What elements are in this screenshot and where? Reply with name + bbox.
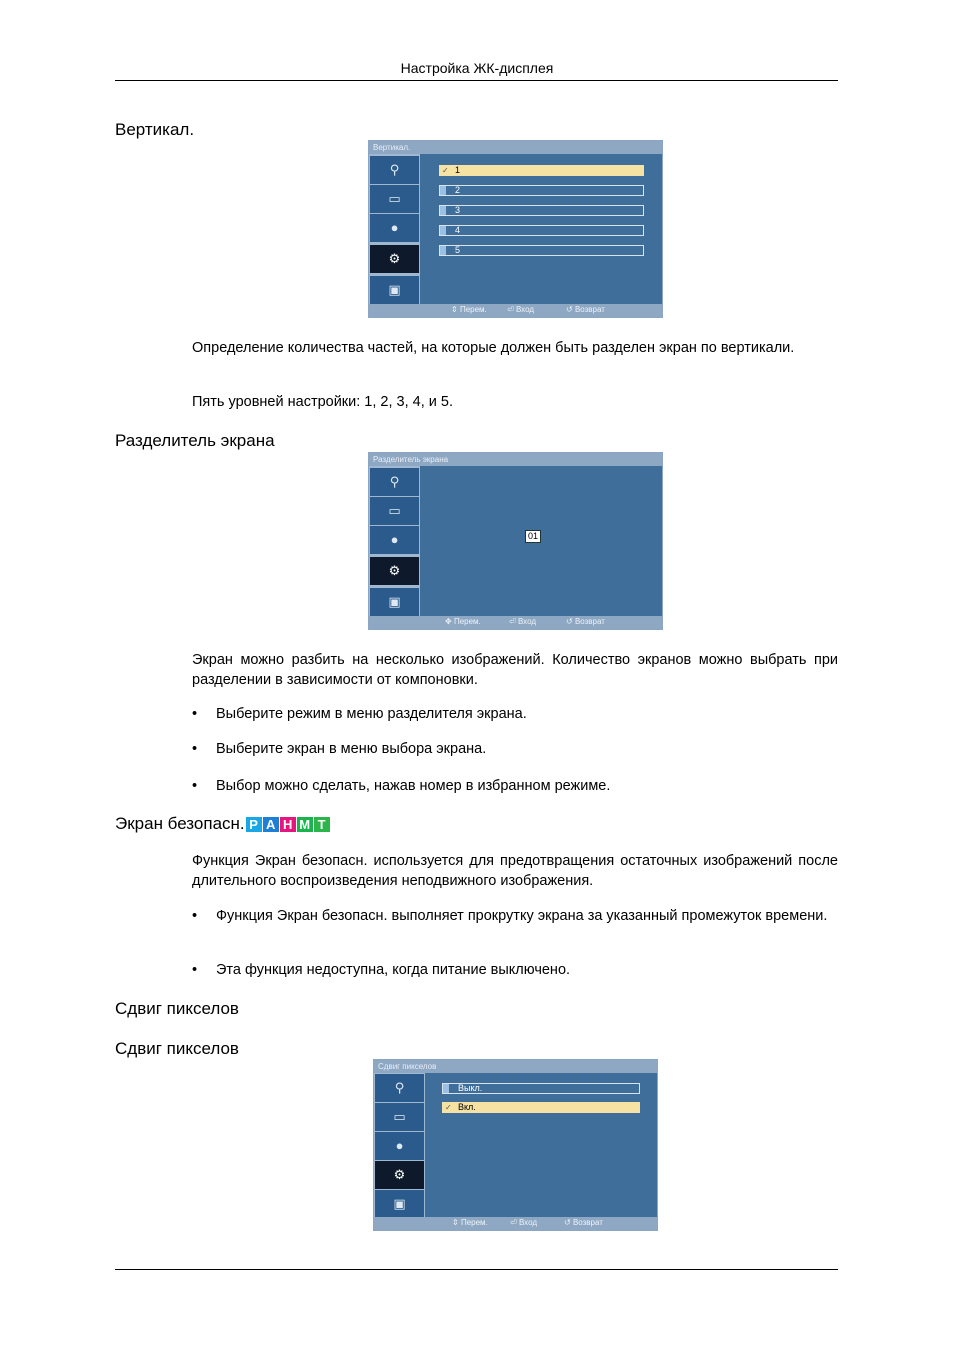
osd-pixel-shift xyxy=(373,1059,658,1231)
screen-divider-description: Экран можно разбить на несколько изображений. Количество экранов можно выбрать при разделении в зависимости от компоновки. xyxy=(192,652,838,688)
input-icon[interactable]: ▣ xyxy=(370,588,419,616)
list-item: • Выберите экран в меню выбора экрана. xyxy=(192,741,487,757)
badge-a: A xyxy=(263,817,279,832)
osd-option-off[interactable]: Выкл. xyxy=(442,1083,640,1094)
move-hint: ⇕ Перем. xyxy=(452,1218,488,1227)
back-hint: ↺ Возврат xyxy=(566,305,605,314)
osd-option-5[interactable]: 5 xyxy=(439,245,644,256)
vertical-description: Определение количества частей, на которые должен быть разделен экран по вертикали. xyxy=(192,340,795,356)
osd-option-on[interactable]: ✓ Вкл. xyxy=(442,1102,640,1113)
section-heading-screen-divider: Разделитель экрана xyxy=(115,431,275,450)
badge-t: T xyxy=(314,817,330,832)
enter-hint: ⏎ Вход xyxy=(510,1218,538,1227)
sound-icon[interactable]: ● xyxy=(370,214,419,242)
list-item: • Выбор можно сделать, нажав номер в избранном режиме. xyxy=(192,778,611,794)
osd-option-1[interactable]: ✓ 1 xyxy=(439,165,644,176)
enter-hint: ⏎ Вход xyxy=(507,305,535,314)
antenna-icon[interactable]: ⚲ xyxy=(370,468,419,496)
picture-icon[interactable]: ▭ xyxy=(370,185,419,213)
osd-title: Вертикал. xyxy=(369,141,662,154)
osd-option-4[interactable]: 4 xyxy=(439,225,644,236)
osd-bottom-bar xyxy=(369,304,662,317)
osd-sidebar xyxy=(369,154,420,306)
osd-sidebar xyxy=(369,466,420,618)
screen-number-value[interactable]: 01 xyxy=(525,530,541,543)
list-item: • Эта функция недоступна, когда питание выключено. xyxy=(192,962,571,978)
move-hint: ✥ Перем. xyxy=(445,617,481,626)
enter-hint: ⏎ Вход xyxy=(509,617,537,626)
picture-icon[interactable]: ▭ xyxy=(370,497,419,525)
subsection-heading-pixel-shift: Сдвиг пикселов xyxy=(115,1039,239,1058)
osd-vertical xyxy=(368,140,663,318)
osd-title: Сдвиг пикселов xyxy=(374,1060,657,1073)
check-icon: ✓ xyxy=(445,1103,452,1112)
safety-screen-description: Функция Экран безопасн. используется для предотвращения остаточных изображений после длительного воспроизведения неподвижного изображения. xyxy=(192,853,839,889)
check-icon: ✓ xyxy=(442,166,449,175)
osd-title: Разделитель экрана xyxy=(369,453,662,466)
section-heading-safety-screen: Экран безопасн. P A H M T xyxy=(115,814,331,834)
section-heading-vertical: Вертикал. xyxy=(115,120,195,139)
antenna-icon[interactable]: ⚲ xyxy=(375,1074,424,1102)
section-heading-pixel-shift: Сдвиг пикселов xyxy=(115,999,239,1018)
setup-icon[interactable]: ⚙ xyxy=(375,1161,424,1189)
osd-screen-divider xyxy=(368,452,663,630)
setup-icon[interactable]: ⚙ xyxy=(370,557,419,585)
availability-badges xyxy=(246,814,331,834)
osd-option-3[interactable]: 3 xyxy=(439,205,644,216)
osd-option-2[interactable]: 2 xyxy=(439,185,644,196)
badge-p: P xyxy=(246,817,262,832)
header-rule xyxy=(115,80,838,81)
input-icon[interactable]: ▣ xyxy=(375,1190,424,1218)
osd-sidebar xyxy=(374,1073,425,1219)
sound-icon[interactable]: ● xyxy=(370,526,419,554)
picture-icon[interactable]: ▭ xyxy=(375,1103,424,1131)
sound-icon[interactable]: ● xyxy=(375,1132,424,1160)
badge-m: M xyxy=(297,817,313,832)
osd-bottom-bar xyxy=(374,1217,657,1230)
setup-icon[interactable]: ⚙ xyxy=(370,245,419,273)
antenna-icon[interactable]: ⚲ xyxy=(370,156,419,184)
osd-bottom-bar xyxy=(369,616,662,629)
vertical-levels: Пять уровней настройки: 1, 2, 3, 4, и 5. xyxy=(192,394,454,410)
badge-h: H xyxy=(280,817,296,832)
list-item: • Функция Экран безопасн. выполняет прокрутку экрана за указанный промежуток времени. xyxy=(192,908,828,924)
list-item: • Выберите режим в меню разделителя экрана. xyxy=(192,706,527,722)
back-hint: ↺ Возврат xyxy=(564,1218,603,1227)
running-header: Настройка ЖК-дисплея xyxy=(400,60,554,76)
back-hint: ↺ Возврат xyxy=(566,617,605,626)
footer-rule xyxy=(115,1269,838,1270)
move-hint: ⇕ Перем. xyxy=(451,305,487,314)
input-icon[interactable]: ▣ xyxy=(370,276,419,304)
